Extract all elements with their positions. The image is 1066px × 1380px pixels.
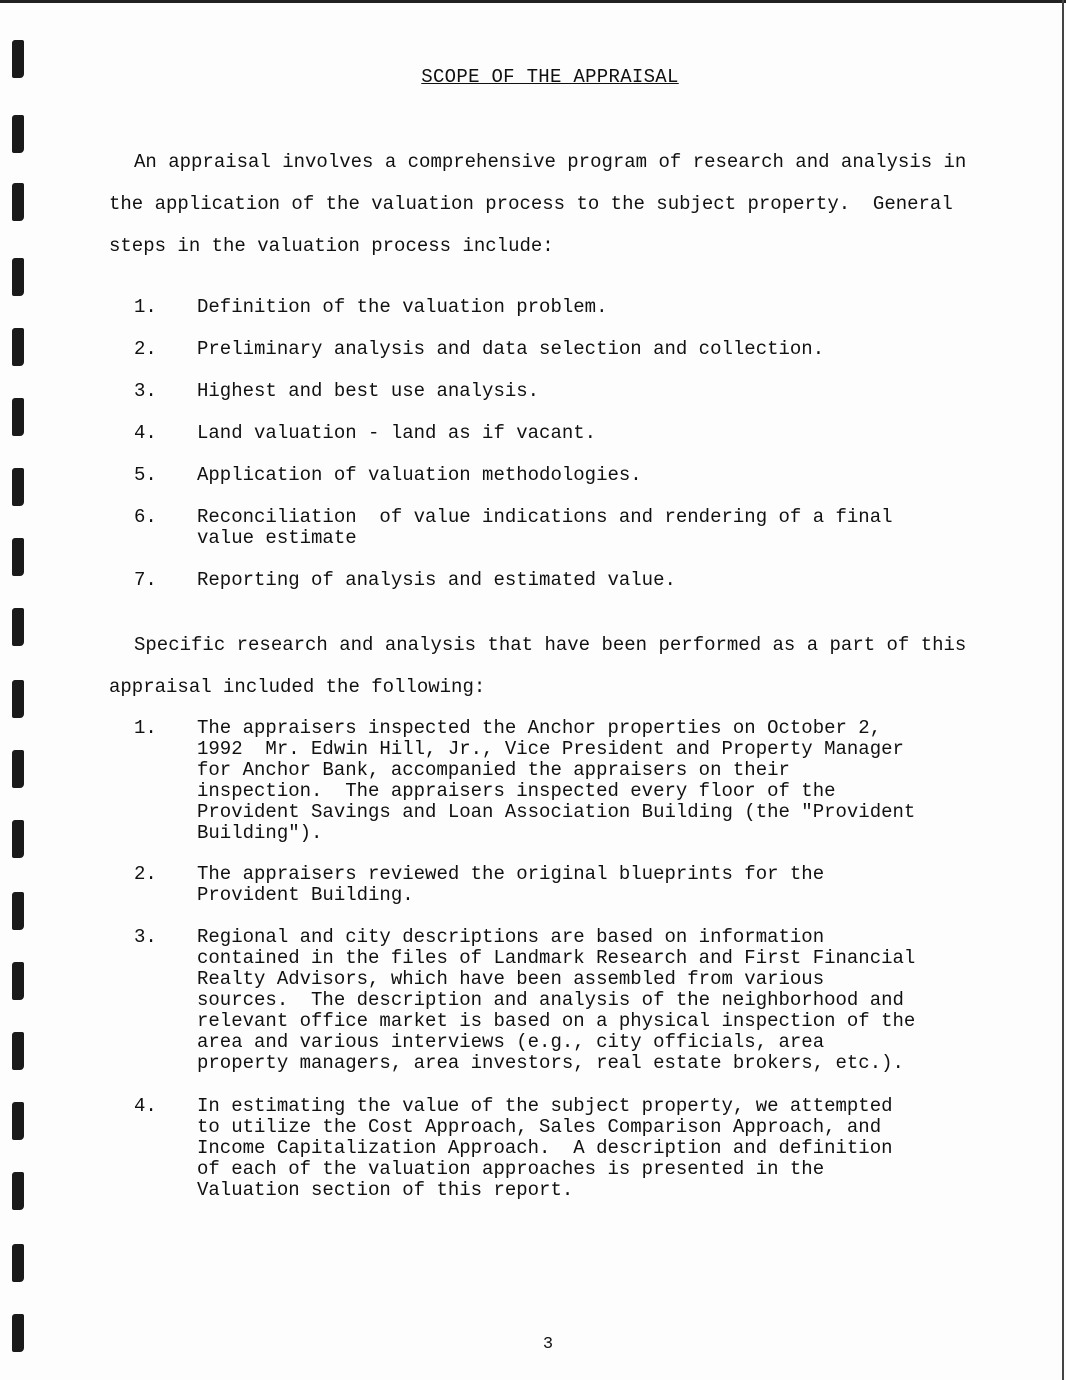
research-item	[134, 927, 997, 1074]
binding-holes	[8, 0, 38, 1380]
step-number: 4.	[134, 422, 157, 444]
binding-hole	[12, 1172, 24, 1210]
binding-hole	[12, 962, 24, 1000]
research-item	[134, 864, 997, 906]
step-number: 5.	[134, 464, 157, 486]
binding-hole	[12, 468, 24, 506]
step-number: 7.	[134, 569, 157, 591]
step-text: Land valuation - land as if vacant.	[197, 422, 597, 444]
research-text: In estimating the value of the subject property, we attempted to utilize the Cost Approach, Sales Comparison Approach, and Income Capitalization Approach. A description and definition of each of the valuation approaches is presented in the Valuation section of this report.	[197, 1095, 893, 1201]
research-number: 4.	[134, 1095, 157, 1117]
binding-hole	[12, 328, 24, 366]
binding-hole	[12, 750, 24, 788]
specific-intro-paragraph: Specific research and analysis that have been performed as a part of this appraisal included the following:	[109, 634, 978, 698]
step-text: Reporting of analysis and estimated value.	[197, 569, 676, 591]
binding-hole	[12, 115, 24, 153]
step-text: Highest and best use analysis.	[197, 380, 540, 402]
step-item	[134, 297, 997, 318]
research-item	[134, 1096, 997, 1201]
step-item	[134, 381, 997, 402]
research-text: The appraisers reviewed the original blueprints for the Provident Building.	[197, 863, 825, 906]
research-text: The appraisers inspected the Anchor properties on October 2, 1992 Mr. Edwin Hill, Jr., Vice President and Property Manager for Anchor Bank, accompanied the appraisers on their inspection. The appraisers inspected every floor of the Provident Savings and Loan Association Building (the "Provident Building").	[197, 717, 916, 844]
page-title: SCOPE OF THE APPRAISAL	[421, 66, 679, 88]
binding-hole	[12, 538, 24, 576]
page-number: 3	[542, 1335, 554, 1354]
step-item	[134, 507, 997, 549]
step-number: 3.	[134, 380, 157, 402]
binding-hole	[12, 680, 24, 718]
research-number: 2.	[134, 863, 157, 885]
step-text: Definition of the valuation problem.	[197, 296, 608, 318]
binding-hole	[12, 608, 24, 646]
page-top-edge	[0, 0, 1066, 3]
binding-hole	[12, 892, 24, 930]
step-item	[134, 339, 997, 360]
binding-hole	[12, 183, 24, 221]
binding-hole	[12, 398, 24, 436]
step-number: 6.	[134, 506, 157, 528]
step-text: Reconciliation of value indications and rendering of a final value estimate	[197, 506, 893, 549]
binding-hole	[12, 258, 24, 296]
binding-hole	[12, 820, 24, 858]
research-number: 3.	[134, 926, 157, 948]
intro-paragraph: An appraisal involves a comprehensive program of research and analysis in the application of the valuation process to the subject property. General steps in the valuation process include:	[109, 151, 978, 257]
step-item	[134, 423, 997, 444]
step-number: 2.	[134, 338, 157, 360]
research-number: 1.	[134, 717, 157, 739]
binding-hole	[12, 1244, 24, 1282]
research-text: Regional and city descriptions are based on information contained in the files of Landmark Research and First Financial Realty Advisors, which have been assembled from various sources. The description and analysis of the neighborhood and relevant office market is based on a physical inspection of the area and various interviews (e.g., city officials, area property managers, area investors, real estate brokers, etc.).	[197, 926, 916, 1074]
binding-hole	[12, 1102, 24, 1140]
step-text: Application of valuation methodologies.	[197, 464, 642, 486]
research-item	[134, 718, 997, 844]
page-right-edge	[1062, 0, 1064, 1380]
step-number: 1.	[134, 296, 157, 318]
step-item	[134, 465, 997, 486]
step-item	[134, 570, 997, 591]
step-text: Preliminary analysis and data selection and collection.	[197, 338, 825, 360]
binding-hole	[12, 1032, 24, 1070]
